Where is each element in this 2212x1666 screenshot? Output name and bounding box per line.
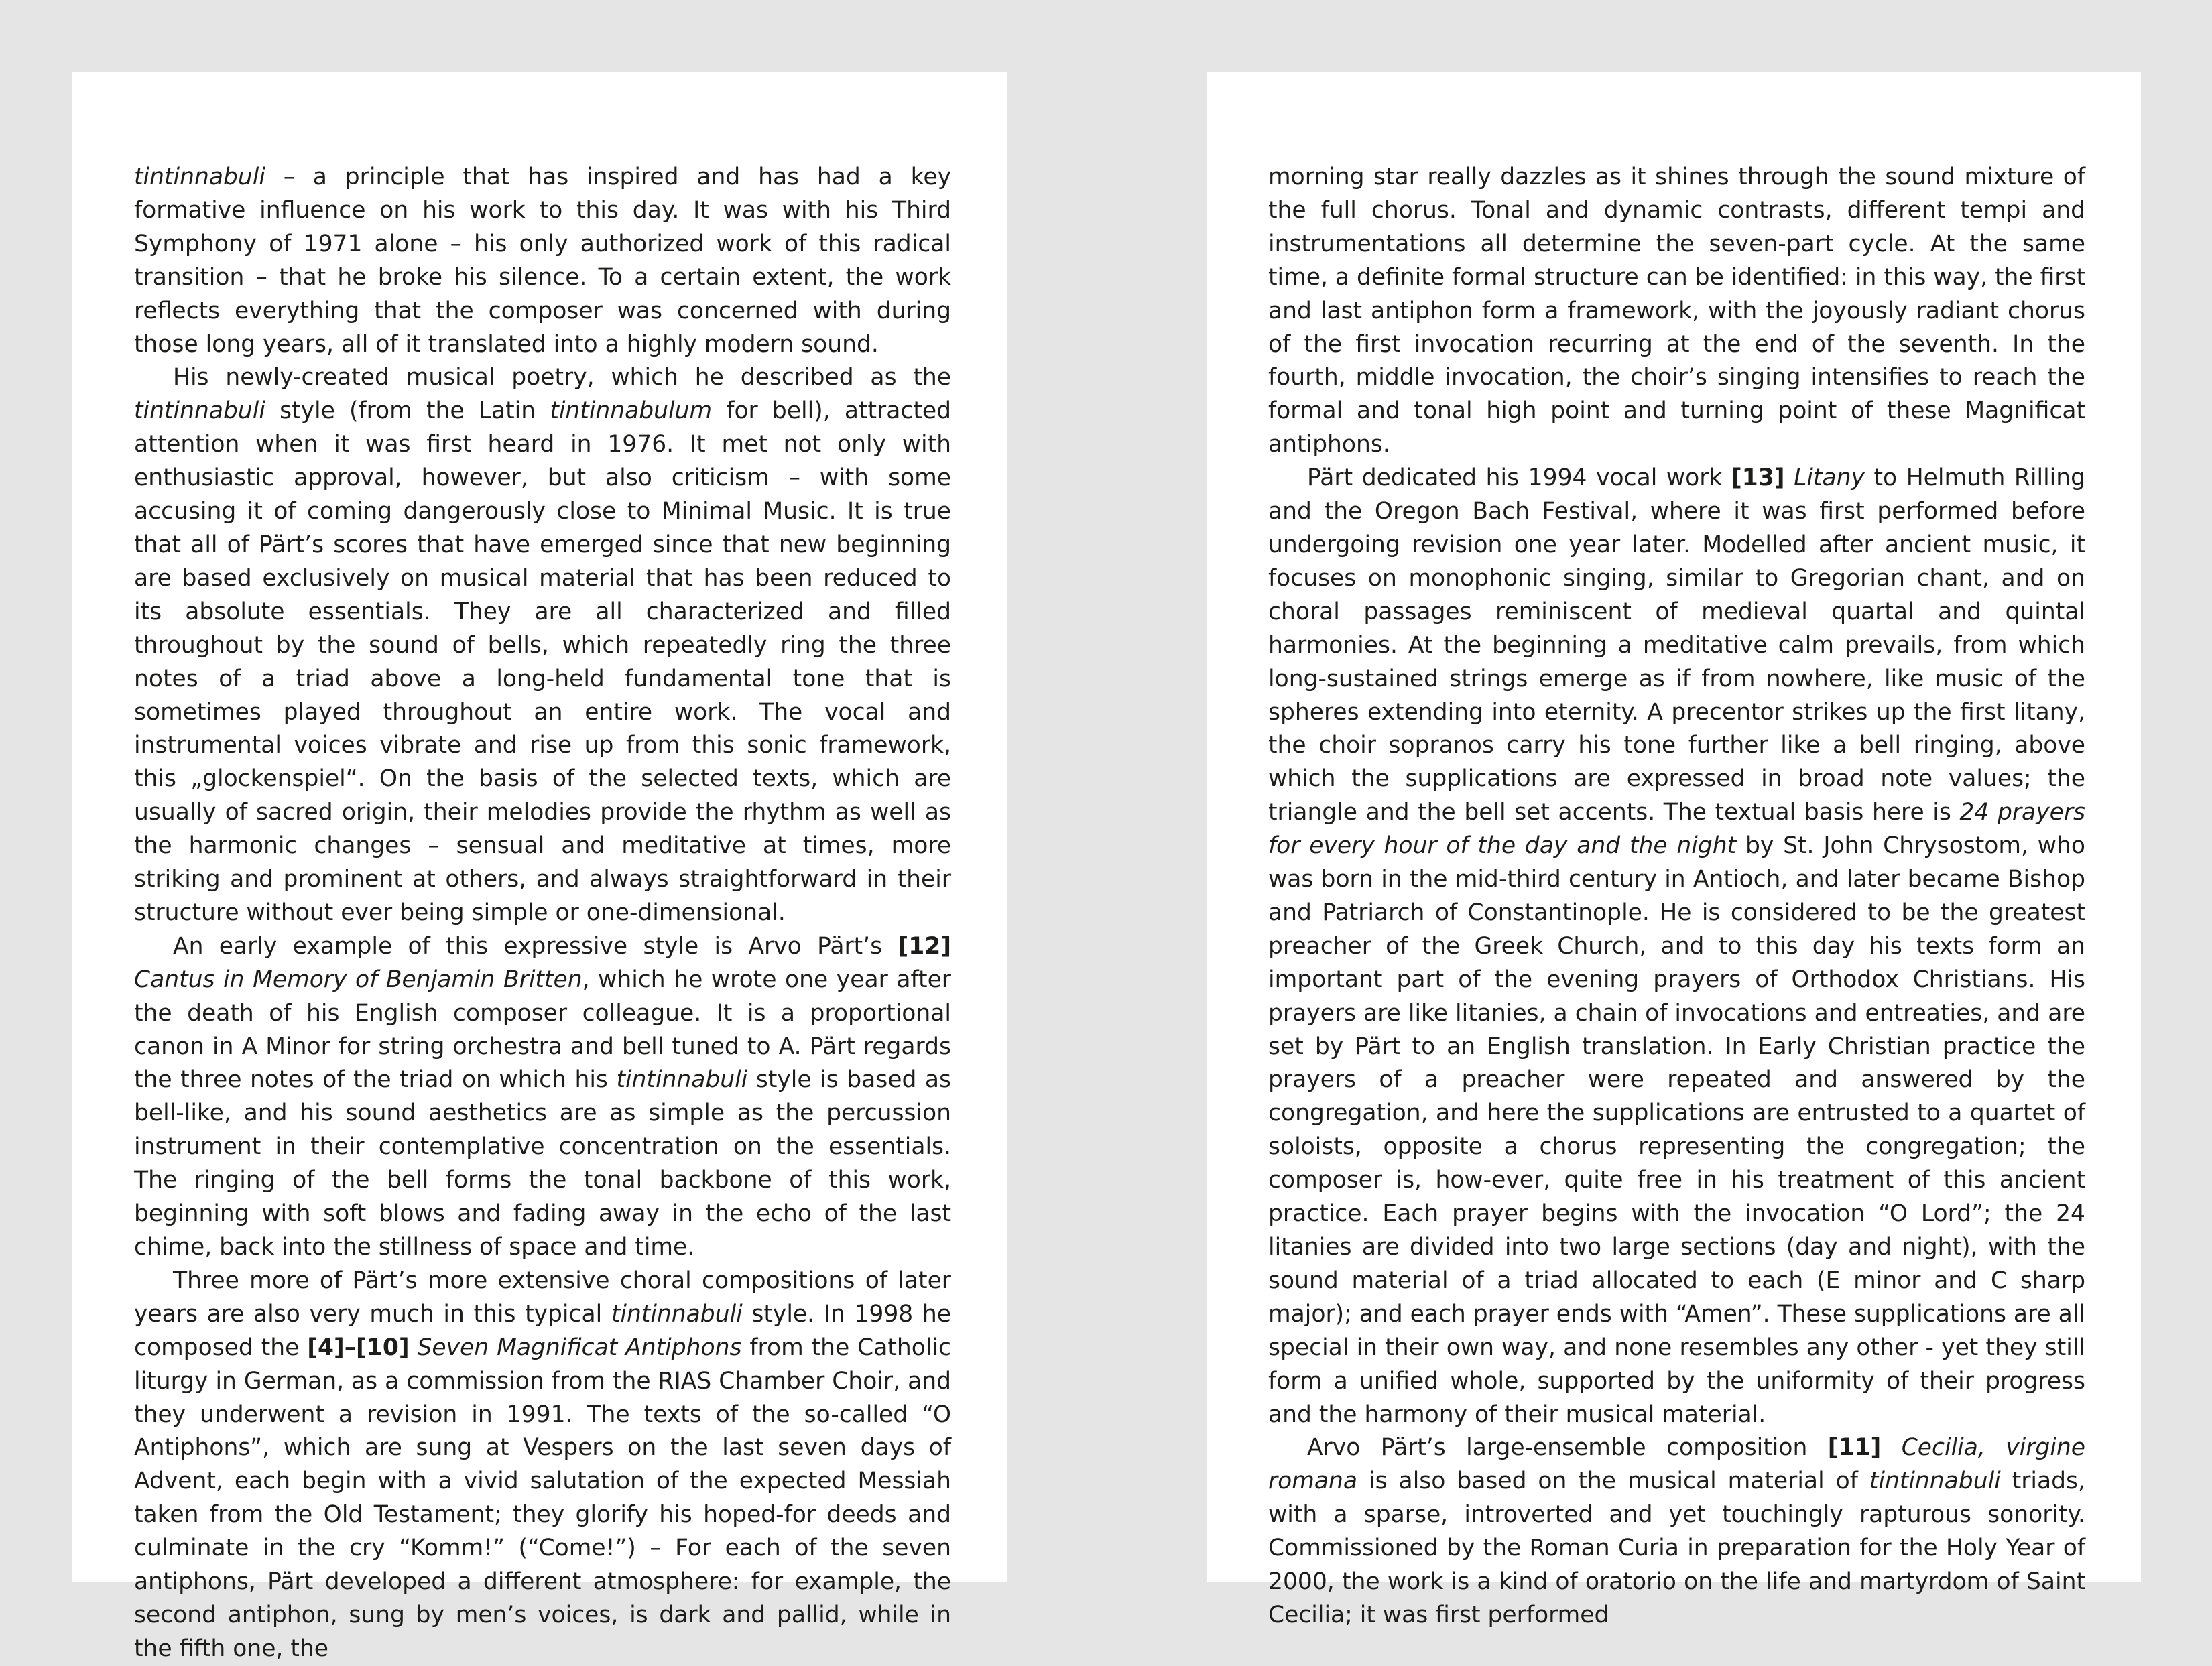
italic-title: 24 prayers for every hour of the day and the night [1268,799,2085,860]
track-number: [11] [1827,1434,1882,1462]
paragraph: Arvo Pärt’s large-ensemble composition [11] Cecilia, virgine romana is also based on the musical material of tintinnabuli triads, with a sparse, introverted and yet touchingly rapturous sonority. Commissioned by the Roman Curia in preparation for the Holy Year of 2000, the work is a kind of oratorio on the life and martyrdom of Saint Cecilia; it was first performed [1268,1434,2086,1628]
italic-title: Cantus in Memory of Benjamin Britten [134,966,582,993]
italic-title: Litany [1794,464,1865,492]
italic-title: tintinnabuli [134,164,265,190]
paragraph: Pärt dedicated his 1994 vocal work [13] Litany to Helmuth Rilling and the Oregon Bach Festival, where it was first performed before undergoing revision one year later. Modelled after ancient music, it focuses on monophonic singing, similar to Gregorian chant, and on choral passages reminiscent of medieval quartal and quintal harmonies. At the beginning a meditative calm prevails, from which long-sustained strings emerge as if from nowhere, like music of the spheres extending into eternity. A precentor strikes up the first litany, the choir sopranos carry his tone further like a bell ringing, above which the supplications are expressed in broad note values; the triangle and the bell set accents. The textual basis here is 24 prayers for every hour of the day and the night by St. John Chrysostom, who was born in the mid-third century in Antioch, and later became Bishop and Patriarch of Constantinople. He is considered to be the greatest preacher of the Greek Church, and to this day his texts form an important part of the evening prayers of Orthodox Christians. His prayers are like litanies, a chain of invocations and entreaties, and are set by Pärt to an English translation. In Early Christian practice the prayers of a preacher were repeated and answered by the congregation, and here the supplications are entrusted to a quartet of soloists, opposite a chorus representing the congregation; the composer is, how-ever, quite free in his treatment of this ancient practice. Each prayer begins with the invocation “O Lord”; the 24 litanies are divided into two large sections (day and night), with the sound material of a triad allocated to each (E minor and C sharp major); and each prayer ends with “Amen”. These supplications are all special in their own way, and none resembles any other - yet they still form a unified whole, supported by the uniformity of their progress and the harmony of their musical material. [1268,464,2086,1428]
italic-title: tintinnabuli [611,1300,743,1328]
track-number: [13] [1731,464,1785,492]
track-number: [4]–[10] [307,1334,410,1361]
paragraph: Three more of Pärt’s more extensive choral compositions of later years are also very much in this typical tintinnabuli style. In 1998 he composed the [4]–[10] Seven Magnificat Antiphons from the Catholic liturgy in German, as a commission from the RIAS Chamber Choir, and they underwent a revision in 1991. The texts of the so-called “O Antiphons”, which are sung at Vespers on the last seven days of Advent, each begin with a vivid salutation of the expected Messiah taken from the Old Testament; they glorify his hoped-for deeds and culminate in the cry “Komm!” (“Come!”) – For each of the seven antiphons, Pärt developed a different atmosphere: for example, the second antiphon, sung by men’s voices, is dark and pallid, while in the fifth one, the [134,1267,951,1662]
paragraph: His newly-created musical poetry, which he described as the tintinnabuli style (from the Latin tintinnabulum for bell), attracted attention when it was first heard in 1976. It met not only with enthusiastic approval, however, but also criticism – with some accusing it of coming dangerously close to Minimal Music. It is true that all of Pärt’s scores that have emerged since that new beginning are based exclusively on musical material that has been reduced to its absolute essentials. They are all characterized and filled throughout by the sound of bells, which repeatedly ring the three notes of a triad above a long-held fundamental tone that is sometimes played throughout an entire work. The vocal and instrumental voices vibrate and rise up from this sonic framework, this „glockenspiel“. On the basis of the selected texts, which are usually of sacred origin, their melodies provide the rhythm as well as the harmonic changes – sensual and meditative at times, more striking and prominent at others, and always straightforward in their structure without ever being simple or one-dimensional. [134,364,951,926]
italic-title: Seven Magnificat Antiphons [417,1334,742,1361]
italic-title: tintinnabuli [616,1066,748,1094]
paragraph: morning star really dazzles as it shines through the sound mixture of the full chorus. Tonal and dynamic contrasts, different tempi and instrumentations all determine the seven-part cycle. At the same time, a definite formal structure can be identified: in this way, the first and last antiphon form a framework, with the joyously radiant chorus of the first invocation recurring at the end of the seventh. In the fourth, middle invocation, the choir’s singing intensifies to reach the formal and tonal high point and turning point of these Magnificat antiphons. [1268,164,2085,458]
italic-title: Cecilia, virgine romana [1268,1434,2086,1495]
italic-title: tintinnabuli [134,397,265,425]
track-number: [12] [898,932,951,960]
italic-title: tintinnabulum [550,397,713,425]
italic-title: tintinnabuli [1869,1468,2001,1495]
left-page [72,72,1007,1662]
paragraph: tintinnabuli – a principle that has inspired and has had a key formative influence on his work to this day. It was with his Third Symphony of 1971 alone – his only authorized work of this radical transition – that he broke his silence. To a certain extent, the work reflects everything that the composer was concerned with during those long years, all of it translated into a highly modern sound. [134,164,951,358]
right-page [1207,72,2141,1628]
paragraph: An early example of this expressive style is Arvo Pärt’s [12] Cantus in Memory of Benjamin Britten, which he wrote one year after the death of his English composer colleague. It is a proportional canon in A Minor for string orchestra and bell tuned to A. Pärt regards the three notes of the triad on which his tintinnabuli style is based as bell-like, and his sound aesthetics are as simple as the percussion instrument in their contemplative concentration on the essentials. The ringing of the bell forms the tonal backbone of this work, beginning with soft blows and fading away in the echo of the last chime, back into the stillness of space and time. [134,932,951,1261]
